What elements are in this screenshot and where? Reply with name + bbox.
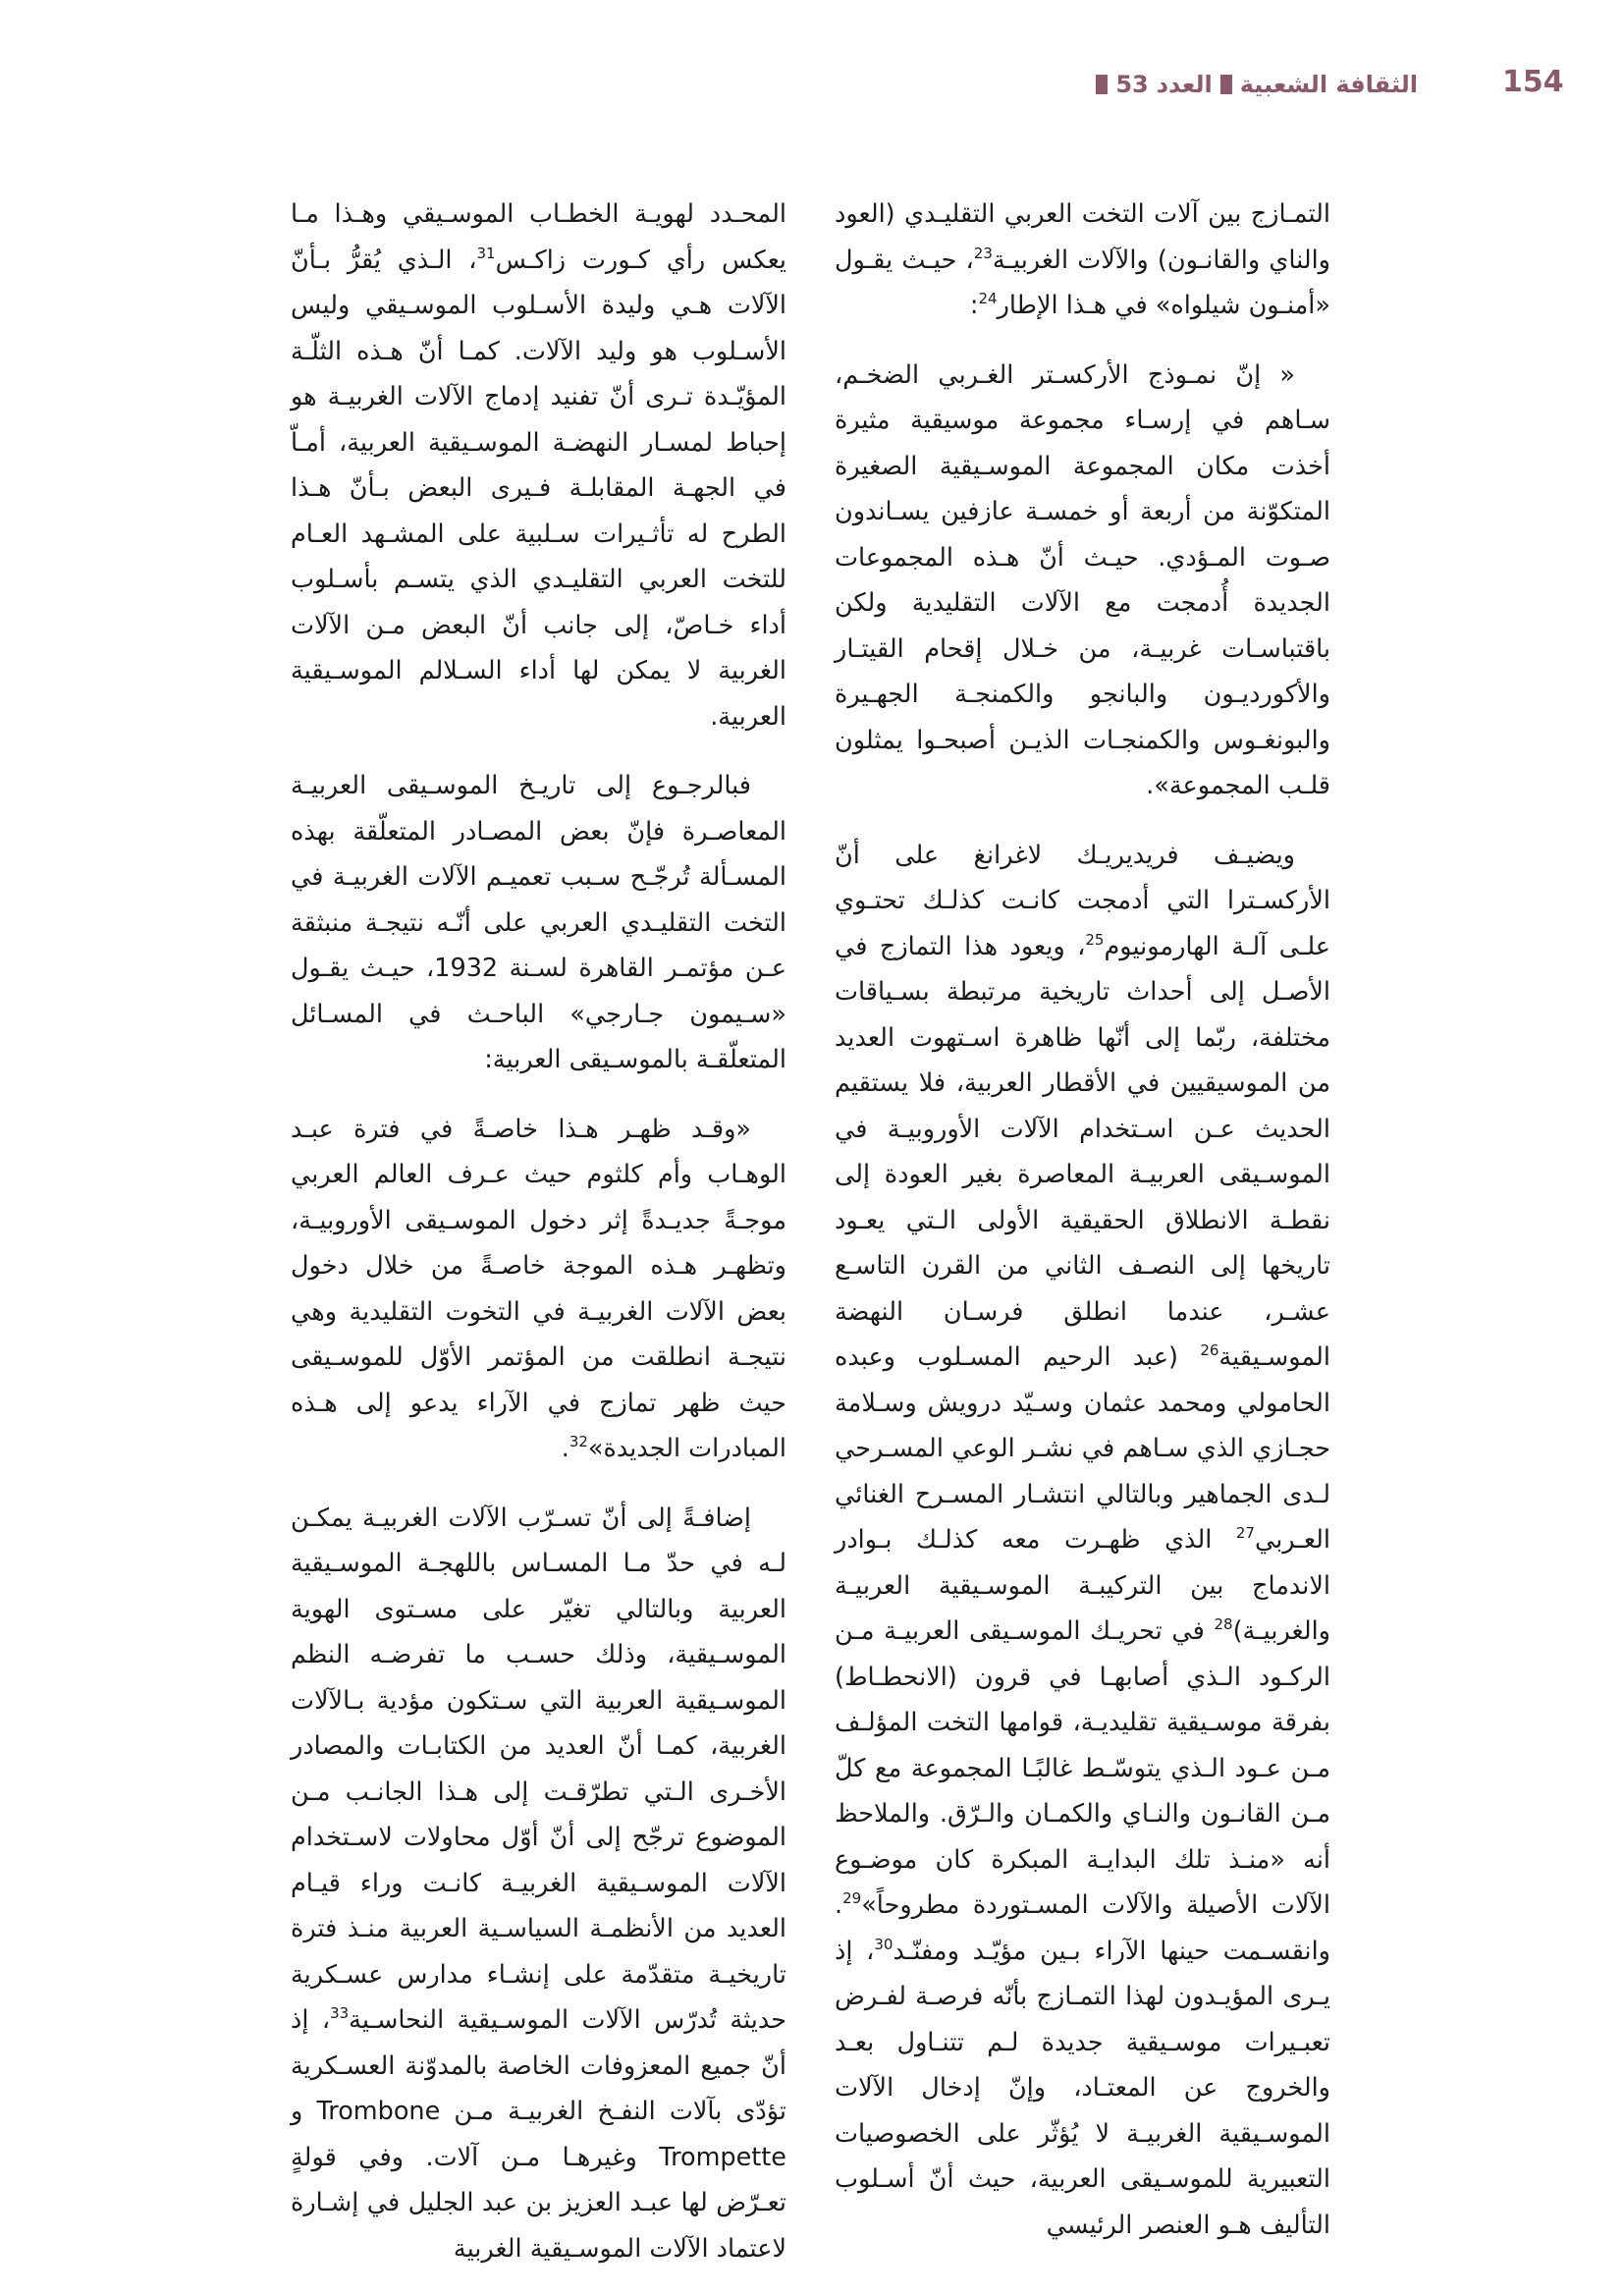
paragraph: التمـازج بين آلات التخت العربي التقليـدي (العود والناي والقانـون) والآلات الغربيـة$^{23}$، حيـث يقـول «أمنـون شيلواه» في هـذا الإطار$^{24}$: xyxy=(835,199,1330,320)
footnote-ref: 24 xyxy=(978,290,998,307)
footnote-ref: 28 xyxy=(1214,1615,1233,1633)
block-quote: « إنّ نمـوذج الأركسـتر الغـربي الضخـم، سـاهم في إرسـاء مجموعة موسيقية مثيرة أخذت مكان المجموعة الموسـيقية الصغيرة المتكوّنة من أربعة أو خمسـة عازفين يسـاندون صـوت المـؤدي. حيـث أنّ هـذه المجموعات الجديدة أُدمجت مع الآلات التقليدية ولكن باقتباسـات غربيـة، من خـلال إقحام القيتـار والأكورديـون والبانجو والكمنجـة الجهـيرة والبونغـوس والكمنجـات الذيـن أصبحـوا يمثلون قلـب المجموعة». xyxy=(835,359,1330,800)
block-quote: «وقـد ظهـر هـذا خاصـةً في فترة عبـد الوهـاب وأم كلثوم حيث عـرف العالم العربي موجـةً جديـدةً إثر دخول الموسـيقى الأوروبيـة، وتظهـر هـذه الموجة خاصـةً من خلال دخول بعض الآلات الغربيـة في التخوت التقليدية وهي نتيجـة انطلقت من المؤتمر الأوّل للموسـيقى حيث ظهر تمازج في الآراء يدعو إلى هـذه المبادرات الجديدة»$^{32}$. xyxy=(291,1114,786,1463)
paragraph: ويضيـف فريديريـك لاغرانغ على أنّ الأركسـترا التي أدمجت كانـت كذلـك تحتـوي علـى آلـة الهارمونيوم$^{25}$، ويعود هذا التمازج في الأصـل إلى أحداث تاريخية مرتبطة بسـياقات مختلفة، ربّما إلى أنّها ظاهرة اسـتهوت العديد من الموسيقيين في الأقطار العربية، فلا يستقيم الحديث عـن اسـتخدام الآلات الأوروبيـة في الموسـيقى العربيـة المعاصرة بغير العودة إلى نقطـة الانطلاق الحقيقية الأولى الـتي يعـود تاريخها إلى النصـف الثاني من القرن التاسـع عشـر، عندما انطلق فرسـان النهضة الموسـيقية$^{26}$ (عبد الرحيم المسـلوب وعبده الحامولي ومحمد عثمان وسـيّد درويش وسـلامة حجـازي الذي سـاهم في نشـر الوعي المسـرحي لـدى الجماهير وبالتالي انتشـار المسـرح الغنائي العـربي$^{27}$ الذي ظهـرت معه كذلـك بـوادر الاندماج بين التركيبـة الموسـيقية العربيـة والغربيـة)$^{28}$ في تحريـك الموسـيقى العربيـة مـن الركـود الـذي أصابهـا في قرون (الانحطـاط) بفرقة موسـيقية تقليديـة، قوامها التخت المؤلـف مـن عـود الـذي يتوسّـط غالبًـا المجموعة مع كلّ مـن القانـون والنـاي والكمـان والـرّق. والملاحظ أنه «منـذ تلك البدايـة المبكرة كان موضـوع الآلات الأصيلة والآلات المسـتوردة مطروحاً»$^{29}$. وانقسـمت حينها الآراء بـين مؤيّـد ومفنّـد$^{30}$، إذ يـرى المؤيـدون لهذا التمـازج بأنّه فرصـة لفـرض تعبـيرات موسـيقية جديدة لـم تتنـاول بعـد والخروج عن المعتـاد، وإنّ إدخال الآلات الموسـيقية الغربيـة لا يُؤثّر على الخصوصيات التعبيرية للموسـيقى العربية، حيث أنّ أسـلوب التأليف هـو العنصر الرئيسي xyxy=(835,840,1330,2240)
footnote-ref: 29 xyxy=(842,1889,862,1907)
magazine-title: الثقافة الشعبية xyxy=(1239,71,1418,98)
footnote-ref: 23 xyxy=(973,244,993,262)
footnote-ref: 30 xyxy=(874,1935,893,1953)
paragraph: المحـدد لهويـة الخطـاب الموسـيقي وهـذا مـا يعكس رأي كـورت زاكـس$^{31}$، الـذي يُقرُّ بـأنّ الآلات هـي وليدة الأسـلوب الموسـيقي وليس الأسـلوب هو وليد الآلات. كمـا أنّ هـذه الثلّـة المؤيّـدة تـرى أنّ تفنيد إدماج الآلات الغربيـة هو إحباط لمسـار النهضـة الموسـيقية العربية، أمـاّ في الجهـة المقابلـة فـيرى البعض بـأنّ هـذا الطرح له تأثـيرات سـلبية على المشـهد العـام للتخت العربي التقليـدي الذي يتسـم بأسـلوب أداء خـاصّ، إلى جانب أنّ البعض مـن الآلات الغربية لا يمكن لها أداء السـلالم الموسـيقية العربية. xyxy=(291,199,786,732)
footnote-ref: 31 xyxy=(476,244,496,262)
paragraph: إضافـةً إلى أنّ تسـرّب الآلات الغربيـة يمكـن لـه في حدّ مـا المسـاس باللهجـة الموسـيقية العربية وبالتالي تغيّر على مسـتوى الهوية الموسـيقية، وذلك حسـب ما تفرضـه النظم الموسـيقية العربية التي سـتكون مؤدية بـالآلات الغربية، كمـا أنّ العديد من الكتابـات والمصادر الأخـرى الـتي تطرّقـت إلى هـذا الجانـب مـن الموضوع ترجّح إلى أنّ أوّل محاولات لاسـتخدام الآلات الموسـيقية الغربيـة كانـت وراء قيـام العديد من الأنظمـة السياسـية العربية منـذ فترة تاريخيـة متقدّمة على إنشـاء مدارس عسـكرية حديثة تُدرّس الآلات الموسـيقية النحاسـية$^{33}$، إذ أنّ جميع المعزوفات الخاصة بالمدوّنة العسـكرية تؤدّى بآلات النفـخ الغربيـة مـن Trombone و Trompette وغيرهـا مـن آلات. وفي قولةٍ تعـرّض لها عبـد العزيز بن عبد الجليل في إشـارة لاعتماد الآلات الموسـيقية الغربية xyxy=(291,1503,787,2264)
header-separator xyxy=(1096,75,1108,94)
paragraph: فبالرجـوع إلى تاريـخ الموسـيقى العربيـة المعاصـرة فإنّ بعض المصـادر المتعلّقة بهذه المسـألة تُرجّـح سـبب تعميـم الآلات الغربيـة في التخت التقليـدي العربي على أنّـه نتيجـة منبثقة عـن مؤتمـر القاهرة لسـنة 1932، حيـث يقـول «سـيمون جـارجي» الباحـث في المسـائل المتعلّقـة بالموسـيقى العربية: xyxy=(291,771,786,1074)
footnote-ref: 32 xyxy=(568,1433,588,1450)
footnote-ref: 25 xyxy=(1085,930,1105,949)
page-number: 154 xyxy=(1502,65,1564,99)
issue-label: العدد xyxy=(1156,71,1213,98)
header-separator xyxy=(1220,75,1232,94)
article-column-right xyxy=(835,191,1330,2271)
running-head xyxy=(1096,71,1418,98)
issue-number: 53 xyxy=(1115,71,1149,98)
footnote-ref: 33 xyxy=(330,2004,350,2022)
footnote-ref: 27 xyxy=(1235,1524,1255,1542)
article-column-left xyxy=(291,191,786,2295)
footnote-ref: 26 xyxy=(1200,1341,1219,1359)
